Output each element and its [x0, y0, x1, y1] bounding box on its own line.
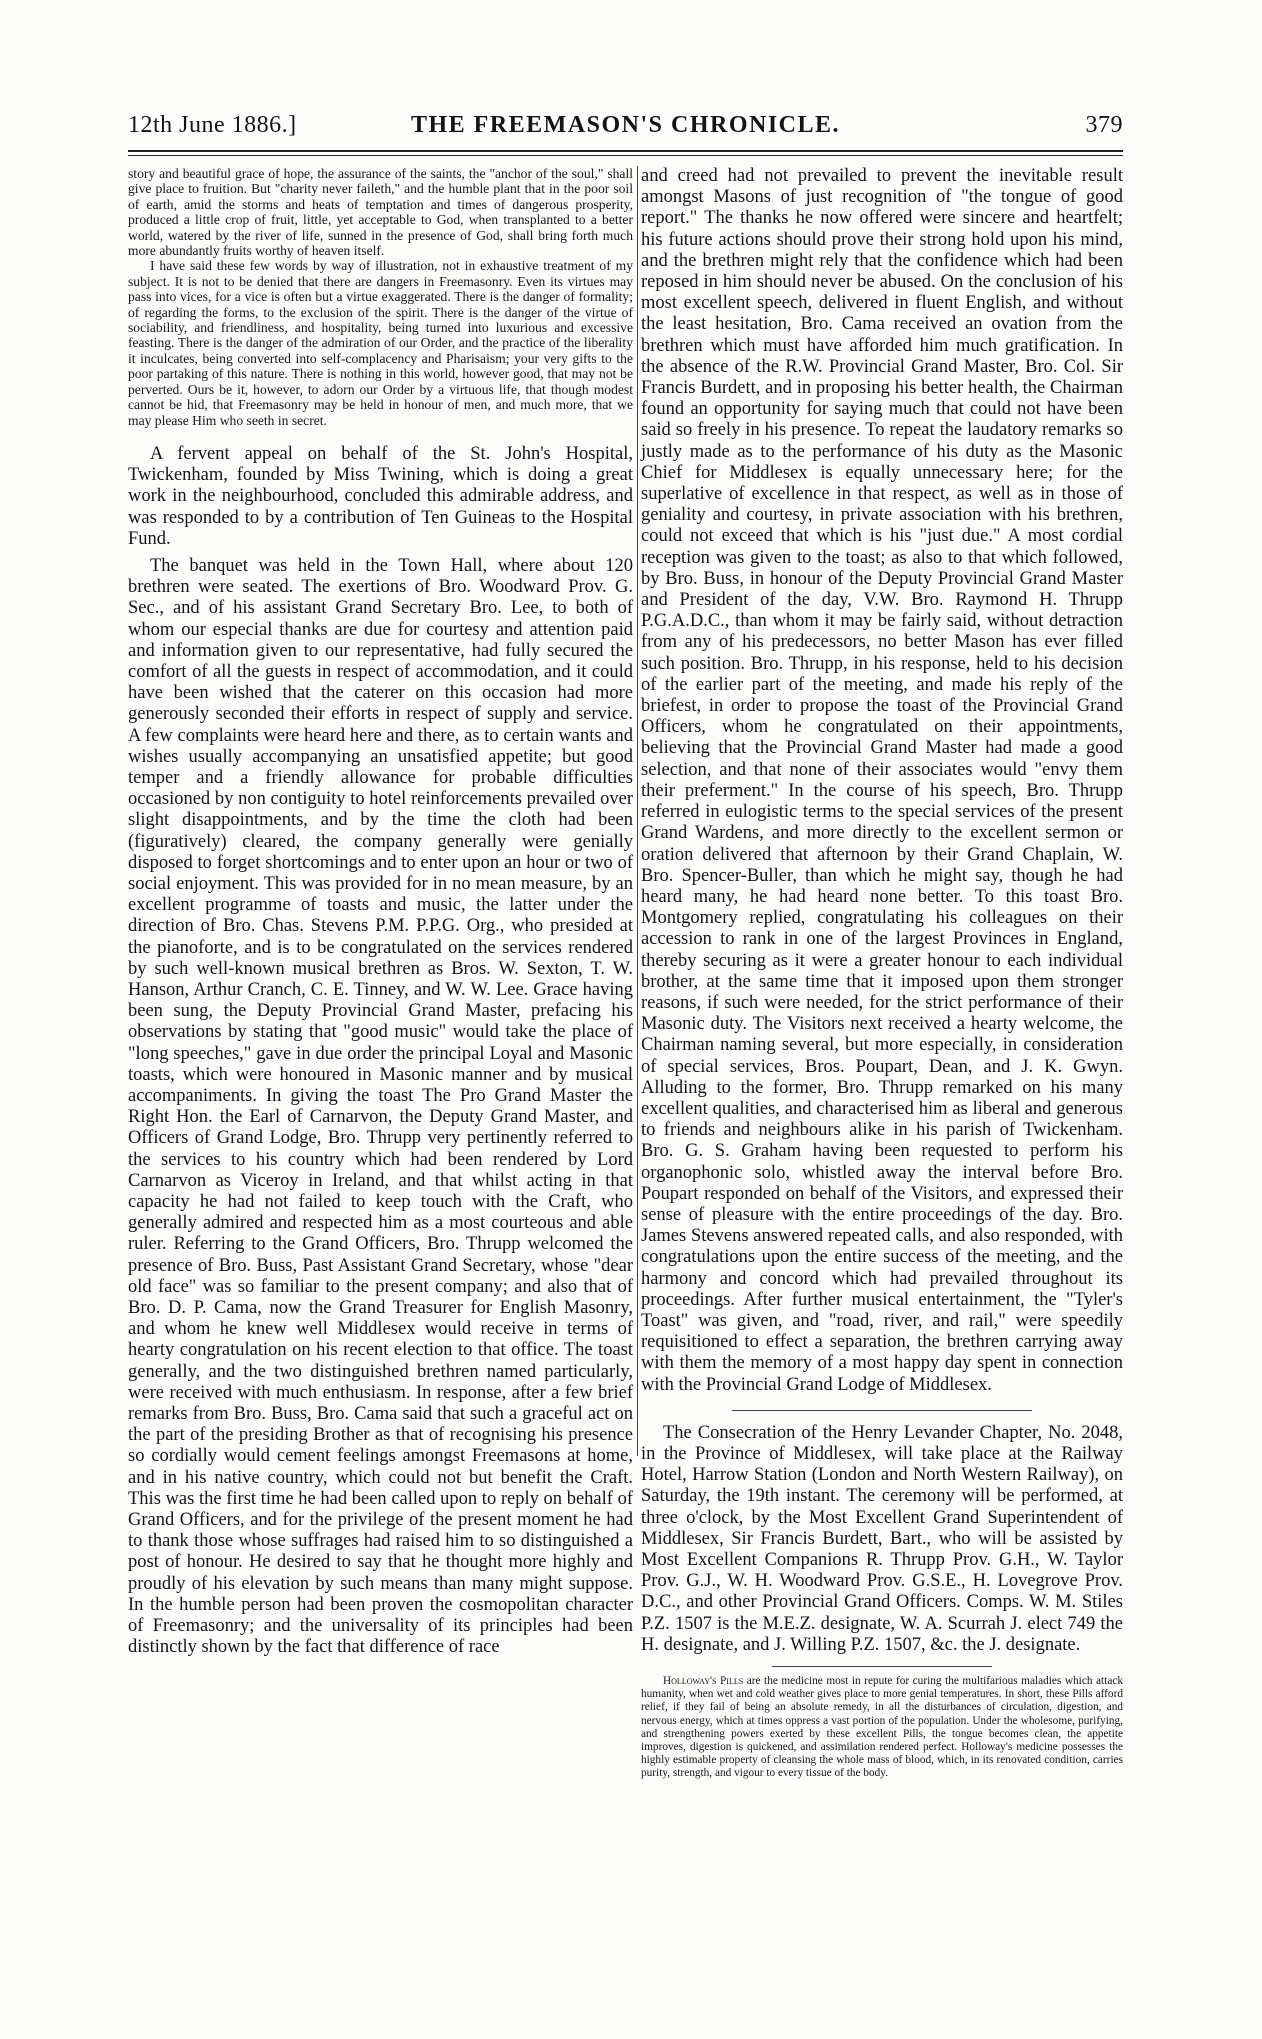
sermon-paragraph: story and beautiful grace of hope, the assurance of the saints, the "anchor of the soul," shall give place to fruition. But "charity never faileth," and the humble plant that in the poor soil of earth, amid the storms and heats of temptation and times of dangerous prosperity, produced a little crop of fruit, little, yet acceptable to God, when transplanted to a better world, watered by the river of life, sunned in the presence of God, shall bring forth much more abundantly fruits worthy of heaven itself. — [128, 166, 633, 259]
article-paragraph: and creed had not prevailed to prevent the inevitable result amongst Masons of just recognition of "the tongue of good report." The thanks he now offered were sincere and heartfelt; his future actions should prove their strong hold upon his mind, and the brethren might rely that the confidence which had been reposed in him should never be abused. On the conclusion of his most excellent speech, delivered in fluent English, and without the least hesitation, Bro. Cama received an ovation from the brethren which must have afforded him much gratification. In the absence of the R.W. Provincial Grand Master, Bro. Col. Sir Francis Burdett, and in proposing his better health, the Chairman found an opportunity for saying much that could not have been said so freely in his presence. To repeat the laudatory remarks so justly made as to the performance of his duty as the Masonic Chief for Middlesex is equally unnecessary here; for the superlative of excellence in that respect, as well as in those of geniality and courtesy, in private association with his brethren, could not exceed that which is his "just due." A most cordial reception was given to the toast; as also to that which followed, by Bro. Buss, in honour of the Deputy Provincial Grand Master and President of the day, V.W. Bro. Raymond H. Thrupp P.G.A.D.C., than whom it may be fairly said, without detraction from any of his predecessors, no better Mason has ever filled such position. Bro. Thrupp, in his response, held to his decision of the earlier part of the meeting, and made his reply of the briefest, in order to propose the toast of the Provincial Grand Officers, whom he congratulated on their appointments, believing that the Provincial Grand Master had made a good selection, and that none of their associates would "envy them their preferment." In the course of his speech, Bro. Thrupp referred in eulogistic terms to the special services of the present Grand Wardens, and more directly to the excellent sermon or oration delivered that afternoon by their Grand Chaplain, W. Bro. Spencer-Buller, than which he might say, though he had heard many, he had heard none better. To this toast Bro. Montgomery replied, congratulating his colleagues on their accession to rank in one of the largest Provinces in England, thereby securing as it were a greater honour to each individual brother, at the same time that it imposed upon them stronger reasons, if such were needed, for the strict performance of their Masonic duty. The Visitors next received a hearty welcome, the Chairman naming several, but more especially, in consideration of special services, Bros. Poupart, Dean, and J. K. Gwyn. Alluding to the former, Bro. Thrupp remarked on his many excellent qualities, and characterised him as liberal and generous to friends and neighbours alike in his parish of Twickenham. Bro. G. S. Graham having been requested to perform his organophonic solo, whistled away the interval before Bro. Poupart responded on behalf of the Visitors, and expressed their sense of pleasure with the entire proceedings of the day. Bro. James Stevens answered repeated calls, and also responded, with congratulations upon the entire success of the meeting, and the harmony and concord which had prevailed throughout its proceedings. After further musical entertainment, the "Tyler's Toast" was given, and "road, river, and rail," were speedily requisitioned to effect a separation, the brethren carrying away with them the memory of a most happy day spent in connection with the Provincial Grand Lodge of Middlesex. — [641, 166, 1123, 1395]
sermon-paragraph: I have said these few words by way of illustration, not in exhaustive treatment of my subject. It is not to be denied that there are dangers in Freemasonry. Even its virtues may pass into vices, for a vice is often but a virtue exaggerated. There is the danger of formality; of regarding the forms, to the exclusion of the spirit. There is the danger of the virtue of sociability, and friendliness, and hospitality, being turned into luxurious and excessive feasting. There is the danger of the admiration of our Order, and the practice of the liberality it inculcates, being converted into self-complacency and Pharisaism; your very gifts to the poor partaking of this nature. There is nothing in this world, however good, that may not be perverted. Ours be it, however, to adorn our Order by a virtuous life, that though modest cannot be hid, that Freemasonry may be held in honour of men, and much more, that we may please Him who seeth in secret. — [128, 258, 633, 428]
header-title: THE FREEMASON'S CHRONICLE. — [410, 112, 841, 138]
column-divider — [637, 166, 638, 1456]
header-rule-top — [128, 150, 1123, 152]
right-column — [641, 166, 1123, 1781]
left-column — [128, 166, 633, 1658]
header-date: 12th June 1886.] — [128, 112, 297, 138]
section-separator — [732, 1410, 1032, 1411]
advert-paragraph — [641, 1675, 1123, 1781]
article-paragraph: The banquet was held in the Town Hall, where about 120 brethren were seated. The exertions of Bro. Woodward Prov. G. Sec., and of his assistant Grand Secretary Bro. Lee, to both of whom our especial thanks are due for courtesy and attention paid and information given to our representative, had fully secured the comfort of all the guests in respect of accommodation, and it could have been wished that the caterer on this occasion had more generously seconded their efforts in respect of supply and service. A few complaints were heard here and there, as to certain wants and wishes usually accompanying an unsatisfied appetite; but good temper and a friendly allowance for probable difficulties occasioned by non contiguity to hotel reinforcements prevailed over slight disappointments, and by the time the cloth had been (figuratively) cleared, the company generally were genially disposed to forget shortcomings and to enter upon an hour or two of social enjoyment. This was provided for in no mean measure, by an excellent programme of toasts and music, the latter under the direction of Bro. Chas. Stevens P.M. P.P.G. Org., who presided at the pianoforte, and is to be congratulated on the services rendered by such well-known musical brethren as Bros. W. Sexton, T. W. Hanson, Arthur Cranch, C. E. Tinney, and W. W. Lee. Grace having been sung, the Deputy Provincial Grand Master, prefacing his observations by stating that "good music" would take the place of "long speeches," gave in due order the principal Loyal and Masonic toasts, which were honoured in Masonic manner and by musical accompaniments. In giving the toast The Pro Grand Master the Right Hon. the Earl of Carnarvon, the Deputy Grand Master, and Officers of Grand Lodge, Bro. Thrupp very pertinently referred to the services to his country which had been rendered by Lord Carnarvon as Viceroy in Ireland, and that whilst acting in that capacity he had not failed to keep touch with the Craft, who generally admired and respected him as a most courteous and able ruler. Referring to the Grand Officers, Bro. Thrupp welcomed the presence of Bro. Buss, Past Assistant Grand Secretary, whose "dear old face" was so familiar to the present company; and also that of Bro. D. P. Cama, now the Grand Treasurer for English Masonry, and whom he knew well Middlesex would receive in terms of hearty congratulation on his recent election to that office. The toast generally, and the two distinguished brethren named particularly, were received with much enthusiasm. In response, after a few brief remarks from Bro. Buss, Bro. Cama said that such a graceful act on the part of the presiding Brother as that of recognising his presence so cordially would cement feelings amongst Freemasons at home, and in his native country, which could not but benefit the Craft. This was the first time he had been called upon to reply on behalf of Grand Officers, and for the privilege of the present moment he had to thank those whose suffrages had raised him to so distinguished a post of honour. He desired to say that he thought more highly and proudly of his elevation by such means than many might suppose. In the humble person had been proven the cosmopolitan character of Freemasonry; and the universality of its principles had been distinctly shown by the fact that difference of race — [128, 555, 633, 1658]
advert-text: are the medicine most in repute for curing the multifarious maladies which attack humanity, when wet and cold weather gives place to more genial temperatures. In short, these Pills afford relief, if they fail of being an absolute remedy, in all the disturbances of circulation, digestion, and nervous energy, which at times oppress a vast portion of the population. Under the wholesome, purifying, and strengthening powers exerted by these excellent Pills, the tongue becomes clean, the appetite improves, digestion is quickened, and assimilation rendered perfect. Holloway's medicine possesses the highly estimable property of cleansing the whole mass of blood, which, in its renovated condition, carries purity, strength, and vigour to every tissue of the body. — [641, 1675, 1123, 1780]
advert-lead: Holloway's Pills — [663, 1675, 744, 1688]
article-paragraph: A fervent appeal on behalf of the St. John's Hospital, Twickenham, founded by Miss Twining, which is doing a great work in the neighbourhood, concluded this admirable address, and was responded to by a contribution of Ten Guineas to the Hospital Fund. — [128, 443, 633, 549]
consecration-notice: The Consecration of the Henry Levander Chapter, No. 2048, in the Province of Middlesex, will take place at the Railway Hotel, Harrow Station (London and North Western Railway), on Saturday, the 19th instant. The ceremony will be performed, at three o'clock, by the Most Excellent Grand Superintendent of Middlesex, Sir Francis Burdett, Bart., who will be assisted by Most Excellent Companions R. Thrupp Prov. G.H., W. Taylor Prov. G.J., W. H. Woodward Prov. G.S.E., H. Lovegrove Prov. D.C., and other Provincial Grand Officers. Comps. W. M. Stiles P.Z. 1507 is the M.E.Z. designate, W. A. Scurrah J. elect 749 the H. designate, and J. Willing P.Z. 1507, &c. the J. designate. — [641, 1422, 1123, 1655]
header-rule-bottom — [128, 155, 1123, 156]
header-page-number: 379 — [1085, 112, 1123, 138]
page-header — [128, 112, 1123, 146]
advert-separator — [772, 1666, 992, 1667]
